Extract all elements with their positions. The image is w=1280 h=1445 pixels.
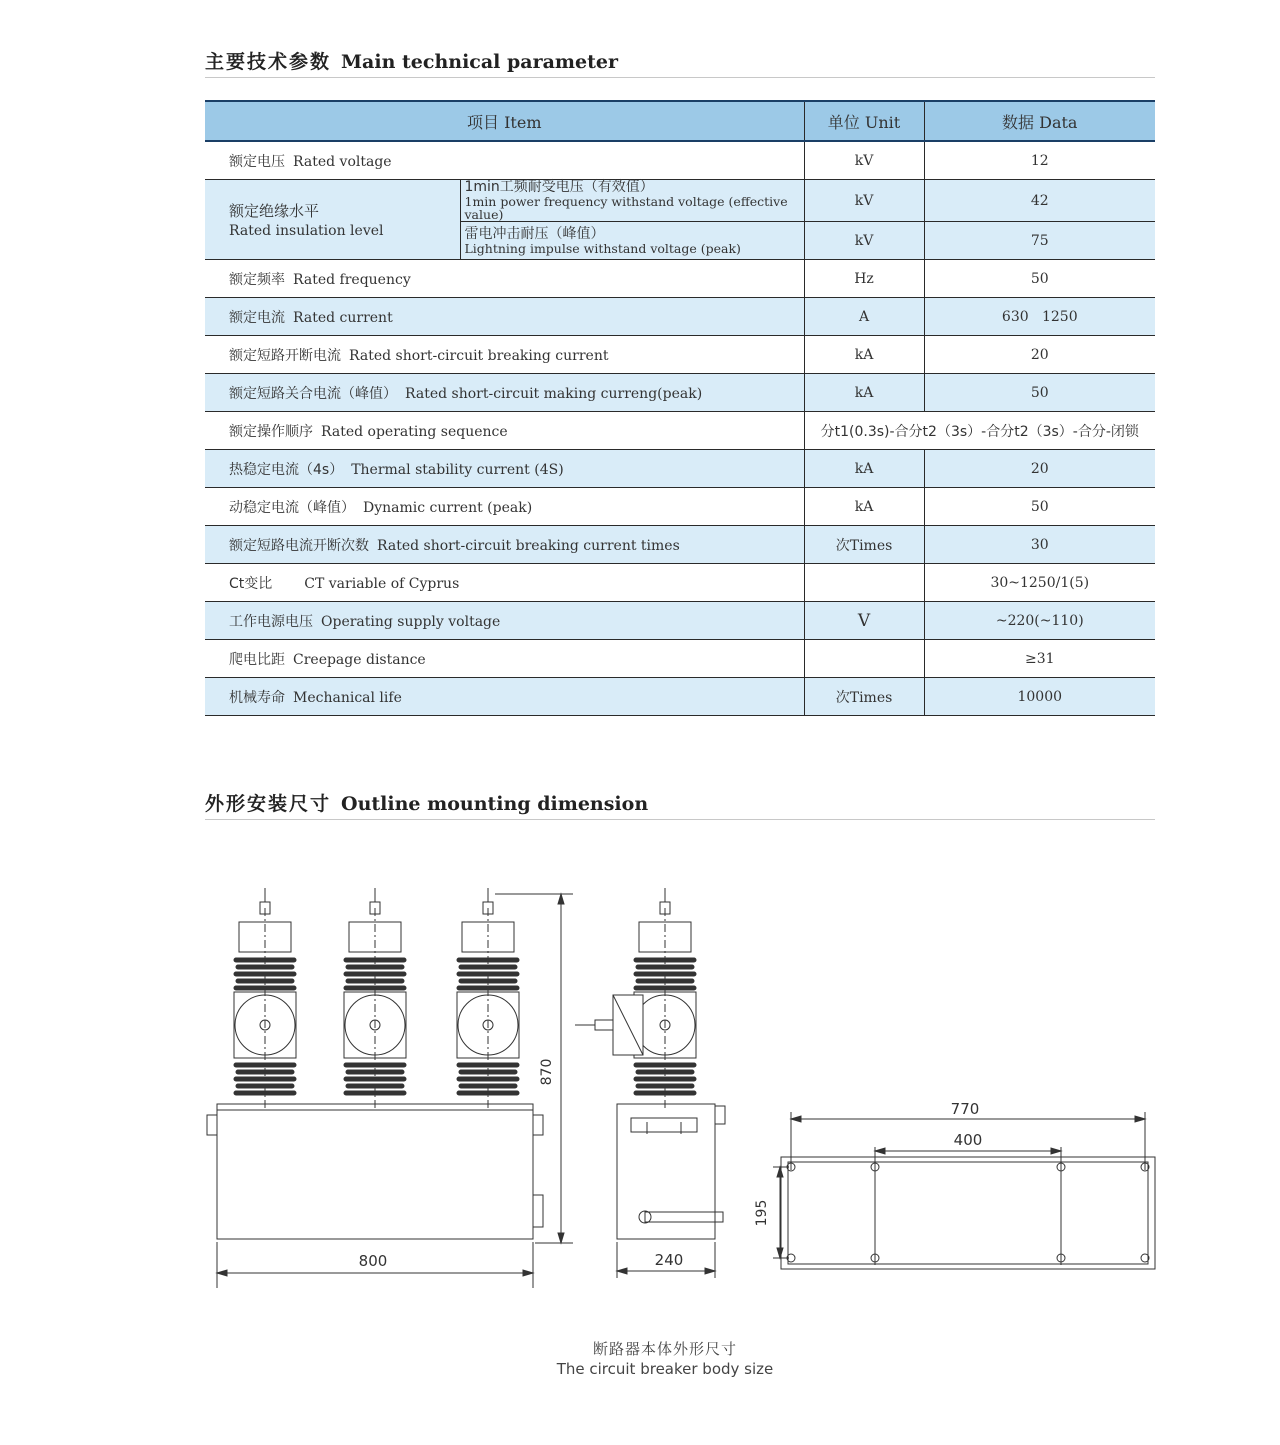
table-row	[205, 260, 1155, 298]
row-label-zh: 爬电比距	[229, 651, 285, 668]
row-data: 42	[924, 180, 1155, 222]
row-label-en: Rated frequency	[293, 271, 411, 288]
row-label-en: Rated insulation level	[229, 223, 384, 239]
section-title-zh: 外形安装尺寸	[205, 793, 332, 815]
row-unit: Hz	[804, 260, 924, 298]
row-unit: A	[804, 298, 924, 336]
row-data: 12	[924, 141, 1155, 180]
row-unit: kA	[804, 450, 924, 488]
row-data: 630 1250	[924, 298, 1155, 336]
pole-3	[457, 888, 519, 1110]
row-label-zh: 额定操作顺序	[229, 423, 313, 440]
table-row	[205, 374, 1155, 412]
operating-sequence-value: 分t1(0.3s)-合分t2（3s）-合分t2（3s）-合分-闭锁	[804, 412, 1155, 450]
row-label-en: Rated voltage	[293, 153, 392, 170]
section-title-en: Main technical parameter	[341, 51, 618, 73]
row-label-en: Rated short-circuit breaking current times	[377, 537, 680, 554]
row-data: 10000	[924, 678, 1155, 716]
table-row	[205, 640, 1155, 678]
dim-800: 800	[358, 1252, 388, 1270]
table-row	[205, 488, 1155, 526]
row-data: 50	[924, 260, 1155, 298]
table-row	[205, 450, 1155, 488]
row-data: 50	[924, 488, 1155, 526]
caption-zh: 断路器本体外形尺寸	[592, 1340, 737, 1358]
insulation-label	[205, 180, 460, 260]
plan-outer	[781, 1157, 1155, 1269]
row-label-en: Rated short-circuit making curreng(peak)	[405, 385, 703, 402]
sub-label-zh: 1min工频耐受电压（有效值）	[464, 179, 654, 195]
row-data: 20	[924, 450, 1155, 488]
pole-1	[234, 888, 296, 1110]
row-label-en: Mechanical life	[293, 689, 402, 706]
row-data: 30	[924, 526, 1155, 564]
dim-870: 870	[539, 1058, 555, 1086]
table-row	[205, 180, 1155, 222]
header-unit: 单位 Unit	[804, 101, 924, 141]
row-unit	[804, 640, 924, 678]
row-label-en: Operating supply voltage	[321, 613, 501, 630]
parameter-table	[205, 100, 1155, 716]
row-label-zh: 额定短路关合电流（峰值）	[229, 385, 397, 402]
dim-195: 195	[754, 1199, 770, 1227]
row-label-zh: 额定电压	[229, 153, 285, 170]
row-data: ≥31	[924, 640, 1155, 678]
row-data: ~220(~110)	[924, 602, 1155, 640]
table-header-row	[205, 101, 1155, 141]
front-tank	[217, 1104, 533, 1239]
table-row	[205, 602, 1155, 640]
row-label-en: CT variable of Cyprus	[304, 575, 460, 592]
row-unit: kA	[804, 488, 924, 526]
row-label-zh: 热稳定电流（4s）	[229, 461, 344, 478]
section-title-dimensions	[205, 789, 1155, 820]
row-label-en: Dynamic current (peak)	[363, 499, 533, 516]
row-label-zh: 额定电流	[229, 309, 285, 326]
sub-label-en: 1min power frequency withstand voltage (effective value)	[464, 194, 788, 222]
row-data: 20	[924, 336, 1155, 374]
row-data: 75	[924, 222, 1155, 260]
table-row	[205, 336, 1155, 374]
row-label-en: Creepage distance	[293, 651, 426, 668]
table-row	[205, 564, 1155, 602]
row-label-zh: 额定频率	[229, 271, 285, 288]
row-label-en: Rated operating sequence	[321, 423, 508, 440]
outline-drawing	[195, 860, 1165, 1300]
table-row	[205, 678, 1155, 716]
row-label-en: Rated current	[293, 309, 393, 326]
sub-label-zh: 雷电冲击耐压（峰值）	[464, 225, 605, 242]
header-item: 项目 Item	[205, 101, 804, 141]
dim-770: 770	[950, 1100, 980, 1118]
row-data: 50	[924, 374, 1155, 412]
section-title-parameters	[205, 47, 1155, 78]
table-row	[205, 141, 1155, 180]
caption-en: The circuit breaker body size	[556, 1360, 774, 1378]
pole-2	[344, 888, 406, 1110]
row-label-zh: 工作电源电压	[229, 613, 313, 630]
header-data: 数据 Data	[924, 101, 1155, 141]
table-row	[205, 298, 1155, 336]
section-title-en: Outline mounting dimension	[341, 793, 649, 815]
side-tank	[617, 1104, 715, 1239]
row-unit: 次Times	[804, 526, 924, 564]
row-label-en: Thermal stability current (4S)	[351, 461, 564, 478]
row-unit: kA	[804, 374, 924, 412]
table-row	[205, 526, 1155, 564]
row-unit: kV	[804, 222, 924, 260]
row-label-zh: 额定短路开断电流	[229, 347, 341, 364]
dim-240: 240	[654, 1251, 684, 1269]
row-unit: kA	[804, 336, 924, 374]
row-unit: 次Times	[804, 678, 924, 716]
sub-label-en: Lightning impulse withstand voltage (peak)	[464, 240, 741, 256]
row-unit: kV	[804, 141, 924, 180]
dim-400: 400	[953, 1131, 983, 1149]
row-label-zh: 额定短路电流开断次数	[229, 537, 369, 554]
row-label-zh: 机械寿命	[229, 689, 285, 706]
row-unit: kV	[804, 180, 924, 222]
row-unit: V	[804, 602, 924, 640]
row-unit	[804, 564, 924, 602]
row-label-zh: 动稳定电流（峰值）	[229, 499, 355, 516]
row-data: 30~1250/1(5)	[924, 564, 1155, 602]
row-label-zh: Ct变比	[229, 575, 273, 592]
row-label-zh: 额定绝缘水平	[229, 202, 320, 220]
row-label-en: Rated short-circuit breaking current	[349, 347, 609, 364]
table-row	[205, 412, 1155, 450]
section-title-zh: 主要技术参数	[205, 51, 332, 73]
